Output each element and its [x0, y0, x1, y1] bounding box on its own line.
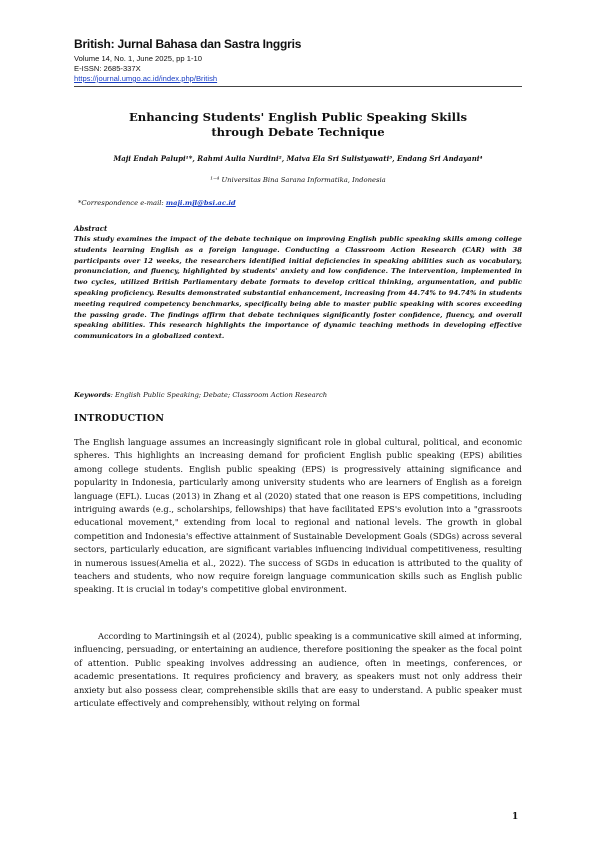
abstract-text: This study examines the impact of the debate technique on improving English public speaking skills among college students learning English as a foreign language. Conducting a Classroom Action Research (CAR) with 38 participants over 12 weeks, the researchers identified initial deficiencies in speaking abilities such as vocabulary, pronunciation, and fluency, highlighted by students' anxiety and low confidence. The intervention, implemented in two cycles, utilized British Parliamentary debate formats to develop critical thinking, argumentation, and public speaking proficiency. Results demonstrated substantial enhancement, increasing from 44.74% to 94.74% in students meeting required competency benchmarks, specifically being able to master public speaking with scores exceeding the passing grade. The findings affirm that debate techniques significantly foster confidence, fluency, and overall speaking abilities. This research highlights the importance of dynamic teaching methods in developing effective communicators in a globalized context. — [74, 235, 522, 341]
author-list: Maji Endah Palupi¹*, Rahmi Aulia Nurdini², Maiva Ela Sri Sulistyawati³, Endang Sri Andayani⁴ — [113, 154, 483, 163]
section-heading-introduction: INTRODUCTION — [74, 413, 165, 424]
abstract-heading: Abstract — [74, 224, 108, 233]
journal-url-link[interactable]: https://journal.umgo.ac.id/index.php/British — [74, 74, 218, 83]
correspondence — [78, 199, 236, 207]
page-number: 1 — [512, 812, 519, 822]
body-paragraph: According to Martiningsih et al (2024), public speaking is a communicative skill aimed at informing, influencing, persuading, or entertaining an audience, therefore positioning the speaker as the focal point of attention. Public speaking involves addressing an audience, often in meetings, conferences, or academic presentations. It requires proficiency and bravery, as speakers must not only address their anxiety but also possess clear, comprehensible skills that are easy to understand. A public speaker must articulate effectively and comprehensibly, without relying on formal — [74, 631, 522, 709]
correspondence-email-link[interactable]: maji.mjl@bsi.ac.id — [165, 199, 236, 207]
issn-info: E-ISSN: 2685-337X — [74, 64, 141, 73]
keywords — [74, 391, 327, 399]
body-paragraph: The English language assumes an increasingly significant role in global cultural, political, and economic spheres. This highlights an increasing demand for proficient English public speaking (EPS) abilities among college students. English public speaking (EPS) is progressively attaining significance and popularity in Indonesia, particularly among university students who are learners of English as a foreign language (EFL). Lucas (2013) in Zhang et al (2020) stated that one reason is EPS competitions, including intriguing awards (e.g., scholarships, fellowships) that have facilitated EPS's evolution into a "grassroots educational movement," extending from local to regional and national levels. The growth in global competition and Indonesia's effective attainment of Sustainable Development Goals (SDGs) across several sectors, particularly education, are significant variables influencing individual competitiveness, resulting in numerous issues(Amelia et al., 2022). The success of SGDs in education is attributed to the quality of teachers and students, who now require foreign language communication skills such as English public speaking. It is crucial in today's competitive global environment. — [74, 437, 522, 595]
paper-title — [74, 110, 522, 140]
volume-info: Volume 14, No. 1, June 2025, pp 1-10 — [74, 54, 202, 63]
journal-title: British: Jurnal Bahasa dan Sastra Inggris — [74, 37, 302, 51]
paper-title-line-1: Enhancing Students' English Public Speaking Skills — [128, 110, 468, 124]
header-divider — [74, 86, 522, 87]
keywords-label: Keywords — [74, 391, 111, 399]
paper-title-line-2: through Debate Technique — [211, 125, 385, 139]
keywords-list: : English Public Speaking; Debate; Classroom Action Research — [110, 391, 328, 399]
correspondence-label: *Correspondence e-mail: — [78, 199, 166, 207]
affiliation: ¹⁻⁴ Universitas Bina Sarana Informatika, Indonesia — [210, 176, 386, 184]
